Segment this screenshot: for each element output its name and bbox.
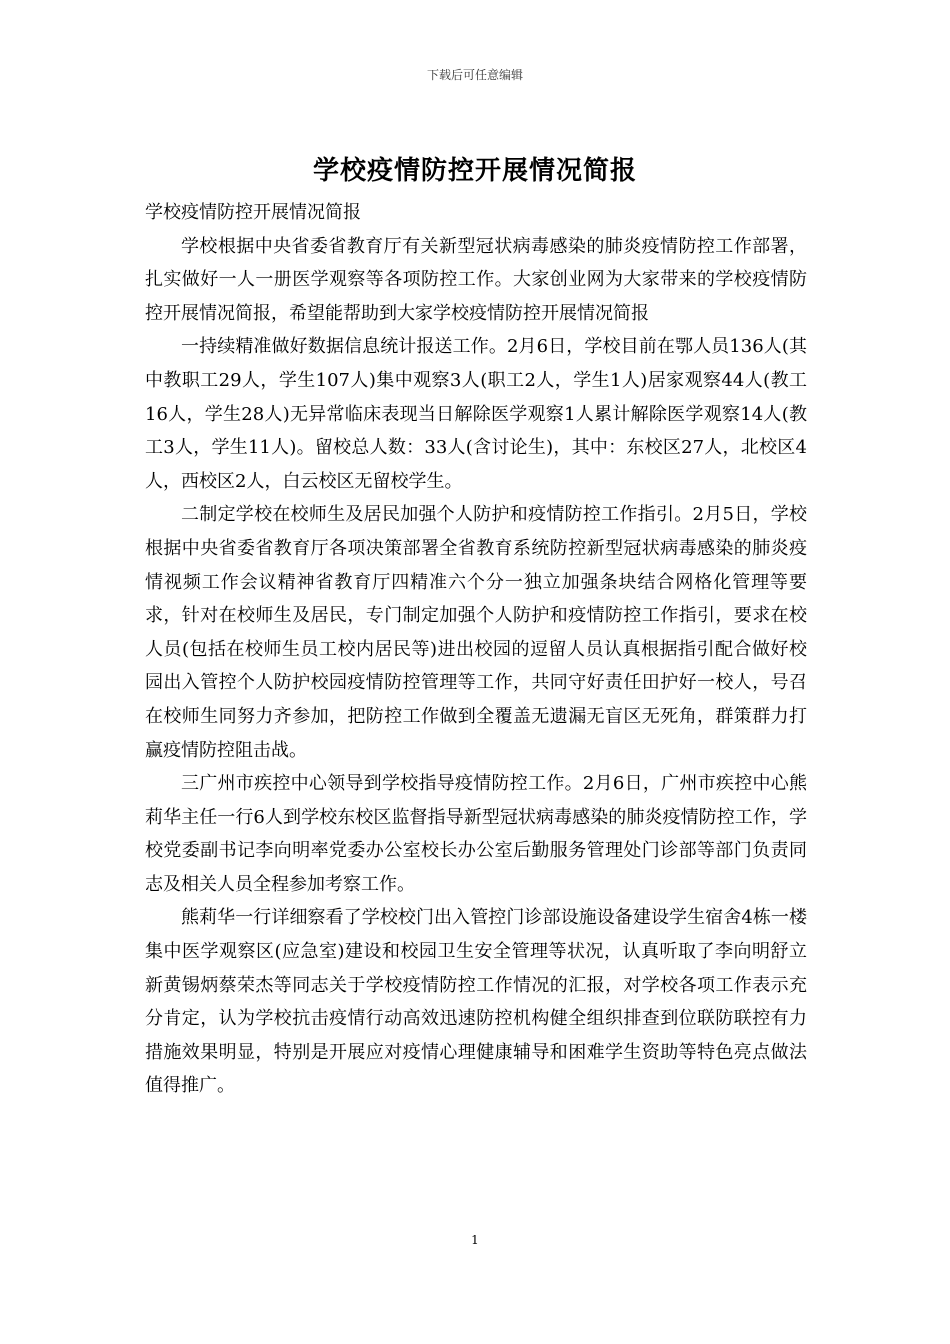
document-body <box>145 196 807 1103</box>
paragraph-inspection-details: 熊莉华一行详细察看了学校校门出入管控门诊部设施设备建设学生宿舍4栋一楼集中医学观察区(应急室)建设和校园卫生安全管理等状况，认真听取了李向明舒立新黄锡炳蔡荣杰等同志关于学校疫情防控工作情况的汇报，对学校各项工作表示充分肯定，认为学校抗击疫情行动高效迅速防控机构健全组织排查到位联防联控有力措施效果明显，特别是开展应对疫情心理健康辅导和困难学生资助等特色亮点做法值得推广。 <box>145 907 807 1097</box>
paragraph-cdc-inspection: 三广州市疾控中心领导到学校指导疫情防控工作。2月6日，广州市疾控中心熊莉华主任一行6人到学校东校区监督指导新型冠状病毒感染的肺炎疫情防控工作，学校党委副书记李向明率党委办公室校长办公室后勤服务管理处门诊部等部门负责同志及相关人员全程参加考察工作。 <box>145 773 807 895</box>
document-subtitle: 学校疫情防控开展情况简报 <box>145 202 361 223</box>
header-note: 下载后可任意编辑 <box>426 68 523 82</box>
paragraph-protection-guidelines: 二制定学校在校师生及居民加强个人防护和疫情防控工作指引。2月5日，学校根据中央省委省教育厅各项决策部署全省教育系统防控新型冠状病毒感染的肺炎疫情视频工作会议精神省教育厅四精准六个分一独立加强条块结合网格化管理等要求，针对在校师生及居民，专门制定加强个人防护和疫情防控工作指引，要求在校人员(包括在校师生员工校内居民等)进出校园的逗留人员认真根据指引配合做好校园出入管控个人防护校园疫情防控管理等工作，共同守好责任田护好一校人，号召在校师生同努力齐参加，把防控工作做到全覆盖无遗漏无盲区无死角，群策群力打赢疫情防控阻击战。 <box>145 504 807 761</box>
paragraph-data-reporting: 一持续精准做好数据信息统计报送工作。2月6日，学校目前在鄂人员136人(其中教职工29人，学生107人)集中观察3人(职工2人，学生1人)居家观察44人(教工16人，学生28人)无异常临床表现当日解除医学观察1人累计解除医学观察14人(教工3人，学生11人)。留校总人数：33人(含讨论生)，其中：东校区27人，北校区4人，西校区2人，白云校区无留校学生。 <box>145 336 807 492</box>
page-number: 1 <box>471 1233 479 1247</box>
document-title: 学校疫情防控开展情况简报 <box>312 156 637 186</box>
paragraph-intro: 学校根据中央省委省教育厅有关新型冠状病毒感染的肺炎疫情防控工作部署，扎实做好一人一册医学观察等各项防控工作。大家创业网为大家带来的学校疫情防控开展情况简报，希望能帮助到大家学校疫情防控开展情况简报 <box>145 235 807 324</box>
